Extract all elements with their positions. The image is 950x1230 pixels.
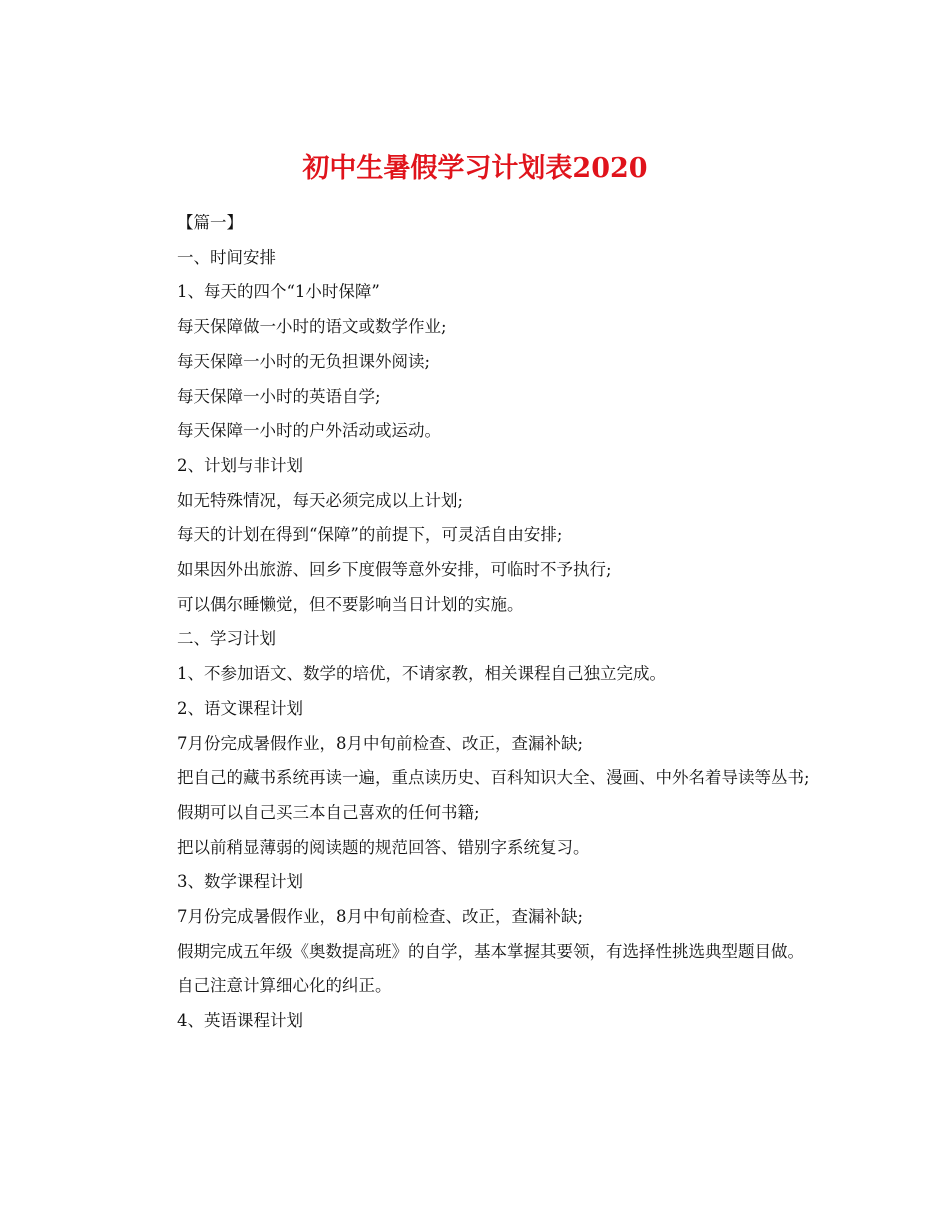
section-heading: 一、时间安排	[177, 247, 276, 267]
subsection-heading: 4、英语课程计划	[177, 1011, 303, 1031]
paragraph: 把以前稍显薄弱的阅读题的规范回答、错别字系统复习。	[177, 837, 590, 857]
paragraph: 如无特殊情况，每天必须完成以上计划;	[177, 490, 464, 510]
section-heading: 二、学习计划	[177, 629, 276, 649]
paragraph: 每天的计划在得到“保障”的前提下，可灵活自由安排;	[177, 525, 563, 545]
paragraph: 如果因外出旅游、回乡下度假等意外安排，可临时不予执行;	[177, 560, 612, 580]
subsection-heading: 1、每天的四个“1小时保障”	[177, 282, 380, 302]
subsection-heading: 2、语文课程计划	[177, 698, 303, 718]
document-body	[143, 206, 823, 1039]
paragraph: 自己注意计算细心化的纠正。	[177, 976, 392, 996]
paragraph: 【篇一】	[177, 213, 243, 232]
paragraph: 每天保障一小时的英语自学;	[177, 386, 381, 406]
paragraph: 7月份完成暑假作业，8月中旬前检查、改正，查漏补缺;	[177, 907, 584, 927]
paragraph: 7月份完成暑假作业，8月中旬前检查、改正，查漏补缺;	[177, 733, 584, 753]
subsection-heading: 2、计划与非计划	[177, 455, 303, 475]
paragraph: 把自己的藏书系统再读一遍，重点读历史、百科知识大全、漫画、中外名着导读等丛书;	[177, 768, 810, 788]
subsection-heading: 3、数学课程计划	[177, 872, 303, 892]
paragraph: 每天保障一小时的户外活动或运动。	[177, 421, 441, 441]
document-title: 初中生暑假学习计划表2020	[302, 153, 648, 185]
paragraph: 1、不参加语文、数学的培优，不请家教，相关课程自己独立完成。	[177, 664, 666, 684]
paragraph: 可以偶尔睡懒觉，但不要影响当日计划的实施。	[177, 594, 524, 614]
paragraph: 假期可以自己买三本自己喜欢的任何书籍;	[177, 802, 480, 822]
paragraph: 每天保障一小时的无负担课外阅读;	[177, 351, 431, 371]
paragraph: 每天保障做一小时的语文或数学作业;	[177, 317, 447, 337]
paragraph: 假期完成五年级《奥数提高班》的自学，基本掌握其要领，有选择性挑选典型题目做。	[177, 941, 804, 961]
